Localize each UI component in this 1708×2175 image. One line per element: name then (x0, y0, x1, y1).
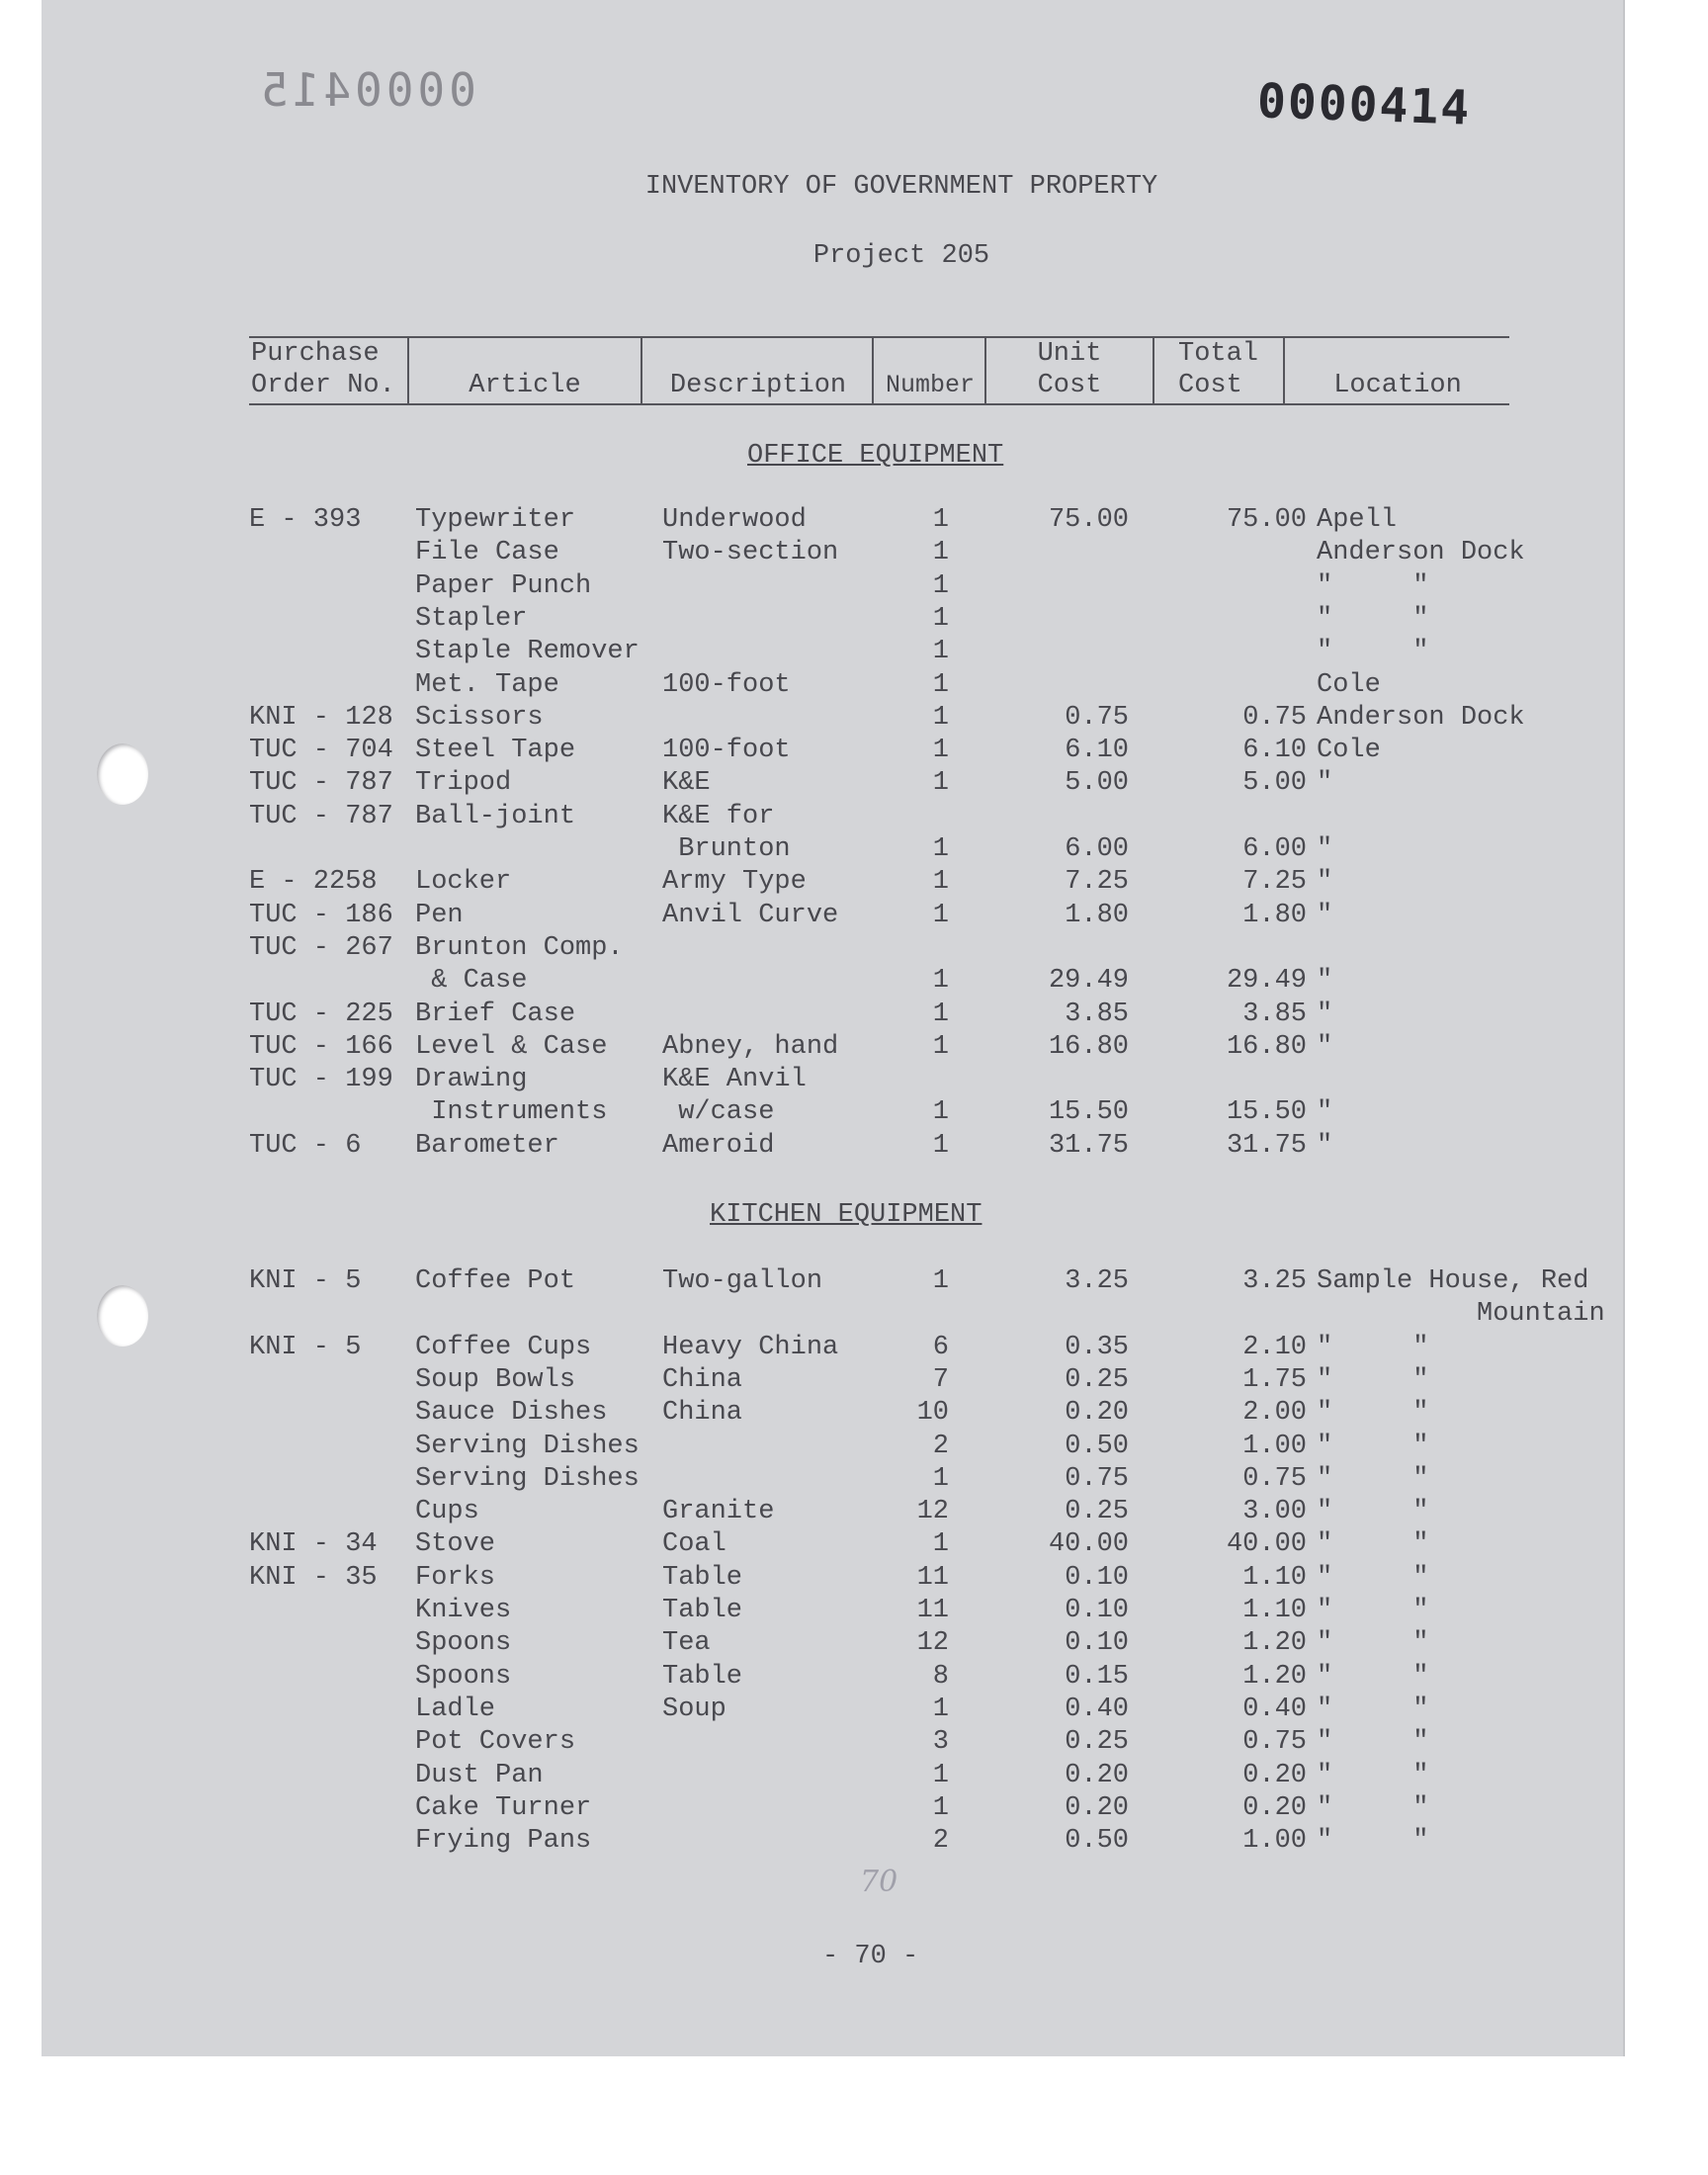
cell-desc: China (662, 1364, 743, 1395)
cell-unit: 0.20 (1065, 1792, 1129, 1823)
cell-unit: 0.20 (1065, 1760, 1129, 1790)
stamp-number-left: 0000415 (257, 63, 476, 117)
cell-unit: 0.10 (1065, 1628, 1129, 1659)
cell-num: 11 (916, 1596, 949, 1625)
cell-num: 1 (932, 834, 949, 864)
cell-loc: " " (1317, 1497, 1429, 1527)
cell-unit: 6.10 (1065, 736, 1129, 766)
cell-total: 16.80 (1226, 1031, 1307, 1062)
cell-unit: 0.20 (1065, 1398, 1129, 1429)
cell-desc: Table (662, 1562, 743, 1593)
cell-num: 1 (932, 900, 949, 930)
cell-num: 6 (932, 1332, 949, 1362)
page-number: - 70 - (822, 1942, 919, 1971)
cell-loc: Anderson Dock (1317, 702, 1525, 733)
cell-article: Pen (415, 900, 464, 930)
cell-total: 15.50 (1226, 1097, 1307, 1128)
cell-total: 3.85 (1242, 999, 1307, 1029)
cell-article: Steel Tape (415, 736, 576, 766)
cell-article: Spoons (415, 1661, 512, 1692)
cell-total: 3.00 (1242, 1497, 1307, 1527)
header-description-label: Description (669, 371, 847, 400)
cell-total: 0.75 (1242, 702, 1307, 733)
cell-article: Instruments (415, 1097, 608, 1128)
cell-loc: Anderson Dock (1317, 538, 1525, 568)
cell-article: Brunton Comp. (415, 932, 624, 963)
cell-article: Cake Turner (415, 1792, 592, 1823)
cell-loc: " " (1317, 1792, 1429, 1823)
cell-loc: " " (1317, 1628, 1429, 1659)
header-number (874, 338, 986, 405)
cell-num: 1 (932, 999, 949, 1029)
cell-article: Frying Pans (415, 1826, 592, 1857)
cell-loc: Sample House, Red (1317, 1266, 1589, 1296)
cell-article: File Case (415, 538, 559, 568)
header-total-cost (1178, 338, 1285, 405)
cell-article: Typewriter (415, 505, 576, 535)
cell-total: 7.25 (1242, 867, 1307, 898)
cell-loc: " " (1317, 1398, 1429, 1429)
cell-total: 1.00 (1242, 1431, 1307, 1461)
cell-article: Dust Pan (415, 1760, 544, 1790)
cell-total: 1.20 (1242, 1661, 1307, 1692)
cell-desc: Coal (662, 1529, 726, 1560)
cell-unit: 0.50 (1065, 1431, 1129, 1461)
cell-article: Tripod (415, 768, 512, 799)
cell-article: Pot Covers (415, 1727, 576, 1758)
cell-po: KNI - 5 (249, 1332, 362, 1362)
cell-unit: 15.50 (1048, 1097, 1129, 1128)
project-label: Project 205 (812, 241, 990, 271)
cell-desc: 100-foot (662, 736, 791, 766)
cell-po: TUC - 787 (249, 768, 393, 799)
cell-unit: 0.10 (1065, 1562, 1129, 1593)
cell-desc: 100-foot (662, 669, 791, 700)
cell-loc: " (1317, 900, 1333, 930)
cell-po: TUC - 225 (249, 999, 393, 1029)
cell-po: TUC - 199 (249, 1065, 393, 1095)
cell-num: 1 (932, 1529, 949, 1560)
cell-loc: " " (1317, 570, 1429, 601)
cell-unit: 3.85 (1065, 999, 1129, 1029)
cell-num: 1 (932, 702, 949, 733)
header-unit-line1: Unit (1037, 339, 1102, 369)
cell-num: 1 (932, 669, 949, 700)
cell-po: E - 2258 (249, 867, 378, 898)
cell-loc: " (1317, 1097, 1333, 1128)
cell-desc: w/case (662, 1097, 775, 1128)
cell-total: 1.00 (1242, 1826, 1307, 1857)
cell-po: KNI - 128 (249, 702, 393, 733)
cell-loc: " (1317, 966, 1333, 997)
cell-desc: K&E for (662, 801, 775, 831)
document-page (42, 0, 1623, 2056)
cell-unit: 29.49 (1048, 966, 1129, 997)
header-article (409, 338, 640, 405)
cell-desc: Abney, hand (662, 1031, 839, 1062)
cell-num: 1 (932, 637, 949, 667)
cell-num: 1 (932, 768, 949, 799)
cell-po: KNI - 34 (249, 1529, 378, 1560)
header-total-line2: Cost (1178, 371, 1242, 400)
cell-unit: 0.10 (1065, 1596, 1129, 1625)
cell-total: 1.80 (1242, 900, 1307, 930)
cell-unit: 3.25 (1065, 1266, 1129, 1296)
cell-article: Locker (415, 867, 512, 898)
cell-total: 2.10 (1242, 1332, 1307, 1362)
cell-total: 75.00 (1226, 505, 1307, 535)
cell-total: 40.00 (1226, 1529, 1307, 1560)
cell-loc: " " (1317, 1760, 1429, 1790)
cell-article: Soup Bowls (415, 1364, 576, 1395)
punch-hole-lower (97, 1285, 148, 1347)
cell-loc: " (1317, 999, 1333, 1029)
cell-total: 1.75 (1242, 1364, 1307, 1395)
cell-desc: Two-gallon (662, 1266, 823, 1296)
cell-total: 2.00 (1242, 1398, 1307, 1429)
cell-po: TUC - 6 (249, 1130, 362, 1161)
header-unit-cost (986, 338, 1153, 405)
cell-loc: " (1317, 1130, 1333, 1161)
cell-po: TUC - 186 (249, 900, 393, 930)
cell-unit: 75.00 (1048, 505, 1129, 535)
cell-num: 1 (932, 1760, 949, 1790)
document-title: INVENTORY OF GOVERNMENT PROPERTY (644, 172, 1158, 202)
cell-num: 1 (932, 1031, 949, 1062)
cell-po: TUC - 267 (249, 932, 393, 963)
cell-unit: 0.25 (1065, 1364, 1129, 1395)
cell-article: Serving Dishes (415, 1463, 640, 1494)
cell-num: 1 (932, 1097, 949, 1128)
cell-unit: 7.25 (1065, 867, 1129, 898)
cell-article: Staple Remover (415, 637, 640, 667)
cell-unit: 0.40 (1065, 1694, 1129, 1724)
cell-num: 1 (932, 966, 949, 997)
cell-article: Ball-joint (415, 801, 576, 831)
cell-unit: 0.50 (1065, 1826, 1129, 1857)
cell-desc: Underwood (662, 505, 807, 535)
cell-loc: " " (1317, 603, 1429, 634)
cell-num: 1 (932, 538, 949, 568)
cell-desc: Table (662, 1661, 743, 1692)
header-divider (1153, 336, 1154, 405)
cell-article: Forks (415, 1562, 496, 1593)
header-po-line1: Purchase (251, 339, 380, 369)
cell-po: E - 393 (249, 505, 362, 535)
cell-unit: 6.00 (1065, 834, 1129, 864)
cell-total: 1.20 (1242, 1628, 1307, 1659)
cell-article: Drawing (415, 1065, 528, 1095)
cell-num: 1 (932, 867, 949, 898)
cell-article: Stapler (415, 603, 528, 634)
cell-article: Scissors (415, 702, 544, 733)
cell-article: Serving Dishes (415, 1431, 640, 1461)
cell-loc: " " (1317, 1332, 1429, 1362)
header-location-label: Location (1333, 371, 1462, 400)
cell-unit: 1.80 (1065, 900, 1129, 930)
cell-unit: 0.75 (1065, 1463, 1129, 1494)
cell-total: 6.10 (1242, 736, 1307, 766)
cell-num: 1 (932, 736, 949, 766)
cell-num: 1 (932, 1694, 949, 1724)
header-unit-line2: Cost (1037, 371, 1102, 400)
header-purchase-order (251, 338, 409, 405)
cell-article: Coffee Cups (415, 1332, 592, 1362)
cell-num: 1 (932, 1130, 949, 1161)
cell-desc: K&E (662, 768, 711, 799)
cell-article: Stove (415, 1529, 496, 1560)
header-article-label: Article (469, 371, 581, 400)
cell-loc: " " (1317, 1529, 1429, 1560)
header-po-line2: Order No. (251, 371, 395, 400)
cell-loc: " " (1317, 1562, 1429, 1593)
cell-num: 1 (932, 570, 949, 601)
cell-desc: K&E Anvil (662, 1065, 807, 1095)
cell-loc: Mountain (1317, 1299, 1605, 1330)
cell-loc: " (1317, 1031, 1333, 1062)
cell-total: 1.10 (1242, 1562, 1307, 1593)
cell-desc: Two-section (662, 538, 839, 568)
cell-unit: 0.15 (1065, 1661, 1129, 1692)
cell-total: 5.00 (1242, 768, 1307, 799)
cell-unit: 5.00 (1065, 768, 1129, 799)
cell-total: 31.75 (1226, 1130, 1307, 1161)
cell-unit: 0.25 (1065, 1497, 1129, 1527)
cell-desc: Army Type (662, 867, 807, 898)
cell-total: 29.49 (1226, 966, 1307, 997)
cell-desc: Anvil Curve (662, 900, 839, 930)
cell-desc: Soup (662, 1694, 726, 1724)
cell-po: TUC - 704 (249, 736, 393, 766)
cell-unit: 16.80 (1048, 1031, 1129, 1062)
cell-total: 0.20 (1242, 1760, 1307, 1790)
cell-total: 1.10 (1242, 1596, 1307, 1625)
cell-num: 7 (932, 1364, 949, 1395)
cell-article: Met. Tape (415, 669, 559, 700)
cell-loc: " (1317, 768, 1333, 799)
cell-desc: China (662, 1398, 743, 1429)
cell-num: 1 (932, 1792, 949, 1823)
cell-desc: Tea (662, 1628, 711, 1659)
cell-po: TUC - 787 (249, 801, 393, 831)
cell-article: Cups (415, 1497, 479, 1527)
cell-desc: Ameroid (662, 1130, 775, 1161)
cell-loc: " " (1317, 1463, 1429, 1494)
cell-num: 8 (932, 1661, 949, 1692)
cell-desc: Brunton (662, 834, 791, 864)
header-location (1285, 338, 1510, 405)
cell-po: TUC - 166 (249, 1031, 393, 1062)
cell-total: 3.25 (1242, 1266, 1307, 1296)
stamp-number-right: 0000414 (1256, 73, 1473, 136)
cell-loc: Cole (1317, 736, 1381, 766)
cell-num: 1 (932, 603, 949, 634)
section-title-kitchen: KITCHEN EQUIPMENT (710, 1200, 982, 1230)
cell-desc: Granite (662, 1497, 775, 1527)
cell-num: 12 (916, 1628, 949, 1659)
cell-loc: " " (1317, 1364, 1429, 1395)
header-description (642, 338, 874, 405)
cell-desc: Table (662, 1596, 743, 1625)
cell-loc: " " (1317, 1661, 1429, 1692)
cell-article: Brief Case (415, 999, 576, 1029)
cell-num: 12 (916, 1497, 949, 1527)
cell-article: Knives (415, 1596, 512, 1625)
cell-article: Coffee Pot (415, 1266, 576, 1296)
header-total-line1: Total (1178, 339, 1259, 369)
cell-loc: " " (1317, 1727, 1429, 1758)
cell-unit: 31.75 (1048, 1130, 1129, 1161)
cell-article: Paper Punch (415, 570, 592, 601)
cell-loc: " (1317, 834, 1333, 864)
cell-unit: 40.00 (1048, 1529, 1129, 1560)
cell-num: 1 (932, 1266, 949, 1296)
cell-total: 0.40 (1242, 1694, 1307, 1724)
cell-po: KNI - 5 (249, 1266, 362, 1296)
cell-article: Ladle (415, 1694, 496, 1724)
cell-loc: " " (1317, 1431, 1429, 1461)
cell-num: 2 (932, 1431, 949, 1461)
cell-num: 2 (932, 1826, 949, 1857)
cell-loc: Cole (1317, 669, 1381, 700)
cell-desc: Heavy China (662, 1332, 839, 1362)
cell-total: 0.75 (1242, 1727, 1307, 1758)
cell-num: 1 (932, 505, 949, 535)
cell-article: Level & Case (415, 1031, 608, 1062)
cell-num: 3 (932, 1727, 949, 1758)
section-title-office: OFFICE EQUIPMENT (747, 441, 1004, 471)
cell-unit: 0.35 (1065, 1332, 1129, 1362)
cell-loc: " (1317, 867, 1333, 898)
cell-loc: " " (1317, 1694, 1429, 1724)
punch-hole-upper (97, 743, 148, 805)
cell-num: 1 (932, 1463, 949, 1494)
cell-unit: 0.25 (1065, 1727, 1129, 1758)
cell-article: & Case (415, 966, 528, 997)
cell-loc: " " (1317, 637, 1429, 667)
cell-loc: " " (1317, 1826, 1429, 1857)
cell-total: 6.00 (1242, 834, 1307, 864)
cell-num: 11 (916, 1562, 949, 1593)
cell-total: 0.75 (1242, 1463, 1307, 1494)
cell-loc: Apell (1317, 505, 1398, 535)
cell-unit: 0.75 (1065, 702, 1129, 733)
cell-article: Sauce Dishes (415, 1398, 608, 1429)
cell-total: 0.20 (1242, 1792, 1307, 1823)
pencil-page-note: 70 (860, 1865, 898, 1899)
cell-po: KNI - 35 (249, 1562, 378, 1593)
cell-article: Barometer (415, 1130, 559, 1161)
header-number-label: Number (885, 371, 975, 399)
cell-article: Spoons (415, 1628, 512, 1659)
cell-num: 10 (916, 1398, 949, 1429)
cell-loc: " " (1317, 1596, 1429, 1625)
